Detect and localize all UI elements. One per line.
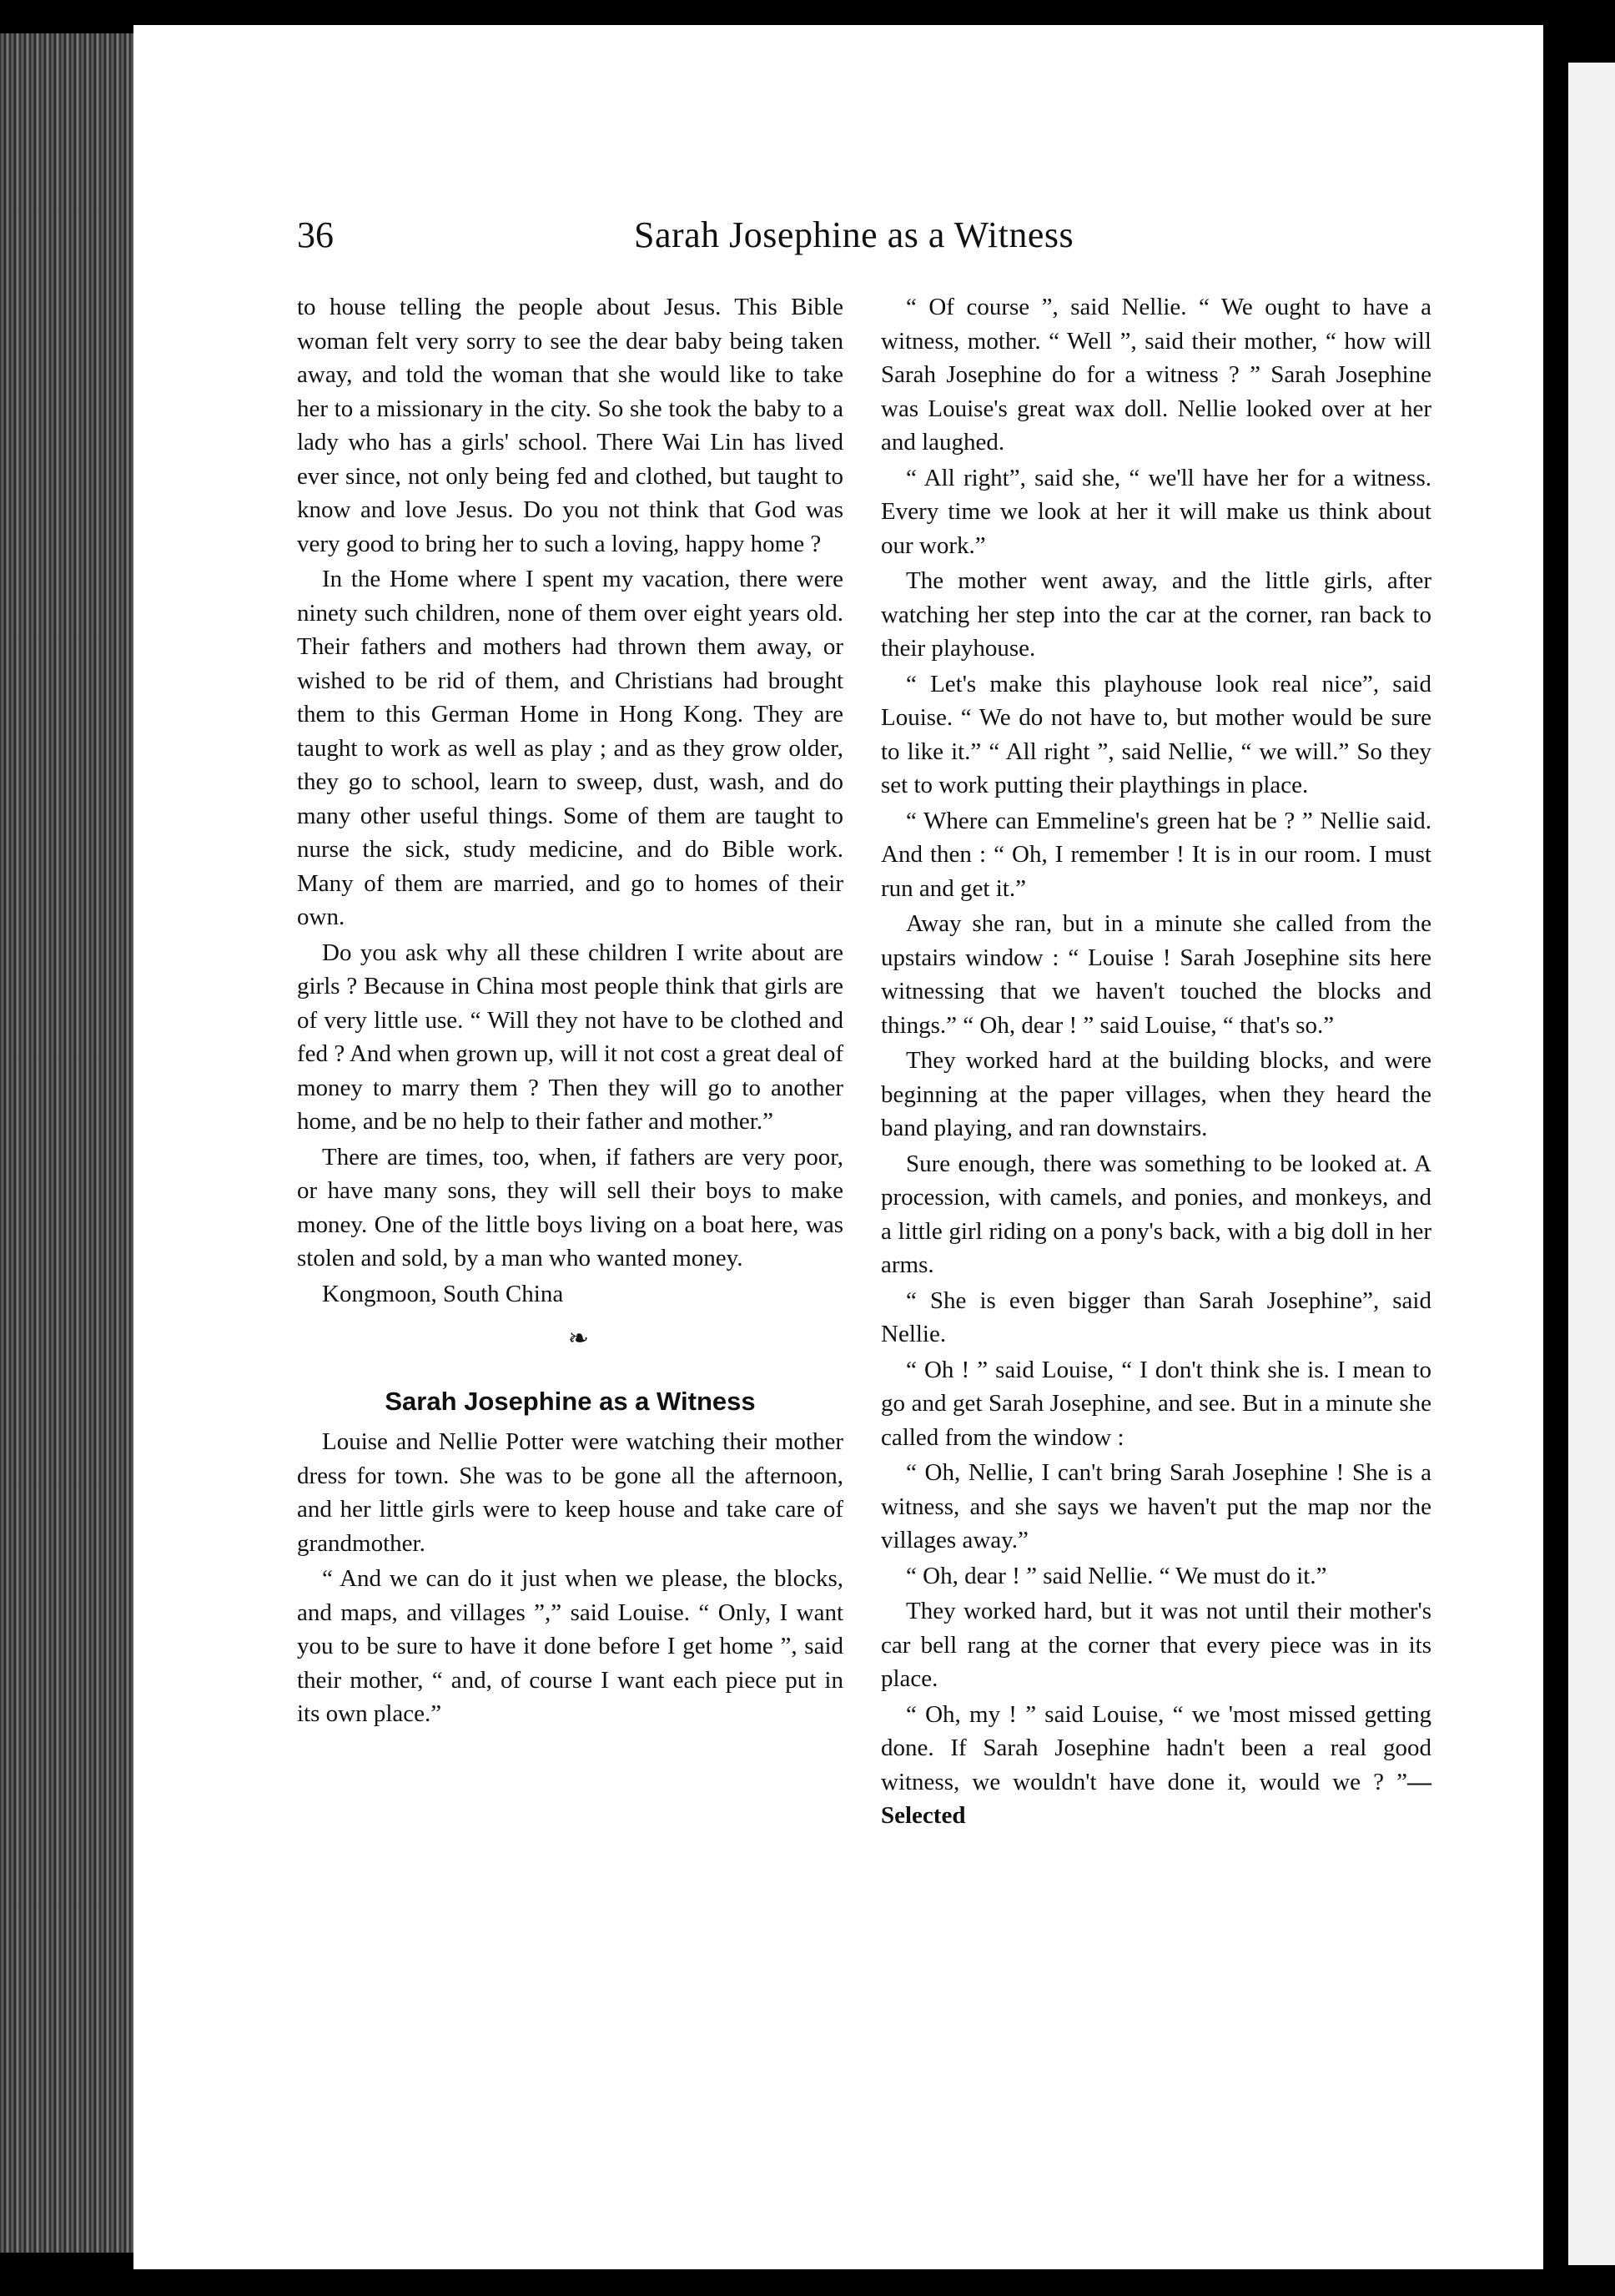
paragraph: Sure enough, there was something to be looked at. A procession, with camels, and ponies, and monkeys, and a little girl riding on a pony's back, with a big doll in her arms. — [881, 1150, 1431, 1278]
paragraph: “ All right”, said she, “ we'll have her for a witness. Every time we look at her it will make us think about our work.” — [881, 464, 1431, 559]
page-number: 36 — [297, 214, 334, 255]
left-column — [297, 290, 843, 1733]
paragraph: “ She is even bigger than Sarah Josephine”, said Nellie. — [881, 1286, 1431, 1347]
paragraph — [881, 1698, 1431, 1833]
paragraph: Away she ran, but in a minute she called from the upstairs window : “ Louise ! Sarah Josephine sits here witnessing that we haven't touched the blocks and things.” “ Oh, dear ! ” said Louise, “ that's so.” — [881, 910, 1431, 1039]
paragraph: “ Oh ! ” said Louise, “ I don't think she is. I mean to go and get Sarah Josephine, and see. But in a minute she called from the window : — [881, 1356, 1431, 1451]
paragraph: In the Home where I spent my vacation, there were ninety such children, none of them over eight years old. Their fathers and mothers had thrown them away, or wished to be rid of them, and Christians had brought them to this German Home in Hong Kong. They are taught to work as well as play ; and as they grow older, they go to school, learn to sweep, dust, wash, and do many other useful things. Some of them are taught to nurse the sick, study medicine, and do Bible work. Many of them are married, and go to homes of their own. — [297, 566, 843, 930]
facing-page-edge — [1568, 63, 1615, 2265]
paragraph: Do you ask why all these children I write about are girls ? Because in China most people think that girls are of very little use. “ Will they not have to be clothed and fed ? And when grown up, will it not cost a great deal of money to marry them ? Then they will go to another home, and be no help to their father and mother.” — [297, 939, 843, 1135]
paragraph-text: “ Oh, my ! ” said Louise, “ we 'most missed getting done. If Sarah Josephine hadn't been a real good witness, we wouldn't have done it, would we ? ” — [881, 1700, 1431, 1795]
paragraph: “ Let's make this playhouse look real nice”, said Louise. “ We do not have to, but mother would be sure to like it.” “ All right ”, said Nellie, “ we will.” So they set to work putting their playthings in place. — [881, 670, 1431, 798]
right-column — [881, 290, 1431, 1835]
paragraph: “ Oh, dear ! ” said Nellie. “ We must do it.” — [906, 1562, 1327, 1589]
paragraph: to house telling the people about Jesus. This Bible woman felt very sorry to see the dear baby being taken away, and told the woman that she would like to take her to a missionary in the city. So she took the baby to a lady who has a girls' school. There Wai Lin has lived ever since, not only being fed and clothed, but taught to know and love Jesus. Do you not think that God was very good to bring her to such a loving, happy home ? — [297, 294, 843, 557]
ornament-divider: ❧ — [567, 1325, 590, 1352]
running-title: Sarah Josephine as a Witness — [634, 214, 1074, 255]
story-title: Sarah Josephine as a Witness — [385, 1386, 756, 1416]
paragraph: They worked hard, but it was not until their mother's car bell rang at the corner that every piece was in its place. — [881, 1598, 1431, 1692]
paragraph: Louise and Nellie Potter were watching their mother dress for town. She was to be gone all the afternoon, and her little girls were to keep house and take care of grandmother. — [297, 1428, 843, 1557]
paragraph: “ Of course ”, said Nellie. “ We ought to have a witness, mother. “ Well ”, said their mother, “ how will Sarah Josephine do for a witness ? ” Sarah Josephine was Louise's great wax doll. Nellie looked over at her and laughed. — [881, 294, 1431, 456]
paragraph: There are times, too, when, if fathers are very poor, or have many sons, they will sell their boys to make money. One of the little boys living on a boat here, was stolen and sold, by a man who wanted money. — [297, 1143, 843, 1271]
paragraph: The mother went away, and the little girls, after watching her step into the car at the corner, ran back to their playhouse. — [881, 567, 1431, 662]
place-signature: Kongmoon, South China — [322, 1280, 564, 1307]
paragraph: They worked hard at the building blocks, and were beginning at the paper villages, when they heard the band playing, and ran downstairs. — [881, 1047, 1431, 1141]
book-spine — [0, 33, 142, 2253]
byline: —Selected — [881, 1768, 1431, 1829]
paragraph: “ And we can do it just when we please, the blocks, and maps, and villages ”,” said Louise. “ Only, I want you to be sure to have it done before I get home ”, said their mother, “ and, of course I want each piece put in its own place.” — [297, 1565, 843, 1727]
paragraph: “ Where can Emmeline's green hat be ? ” Nellie said. And then : “ Oh, I remember ! It is in our room. I must run and get it.” — [881, 807, 1431, 902]
paragraph: “ Oh, Nellie, I can't bring Sarah Josephine ! She is a witness, and she says we haven't put the map nor the villages away.” — [881, 1459, 1431, 1553]
